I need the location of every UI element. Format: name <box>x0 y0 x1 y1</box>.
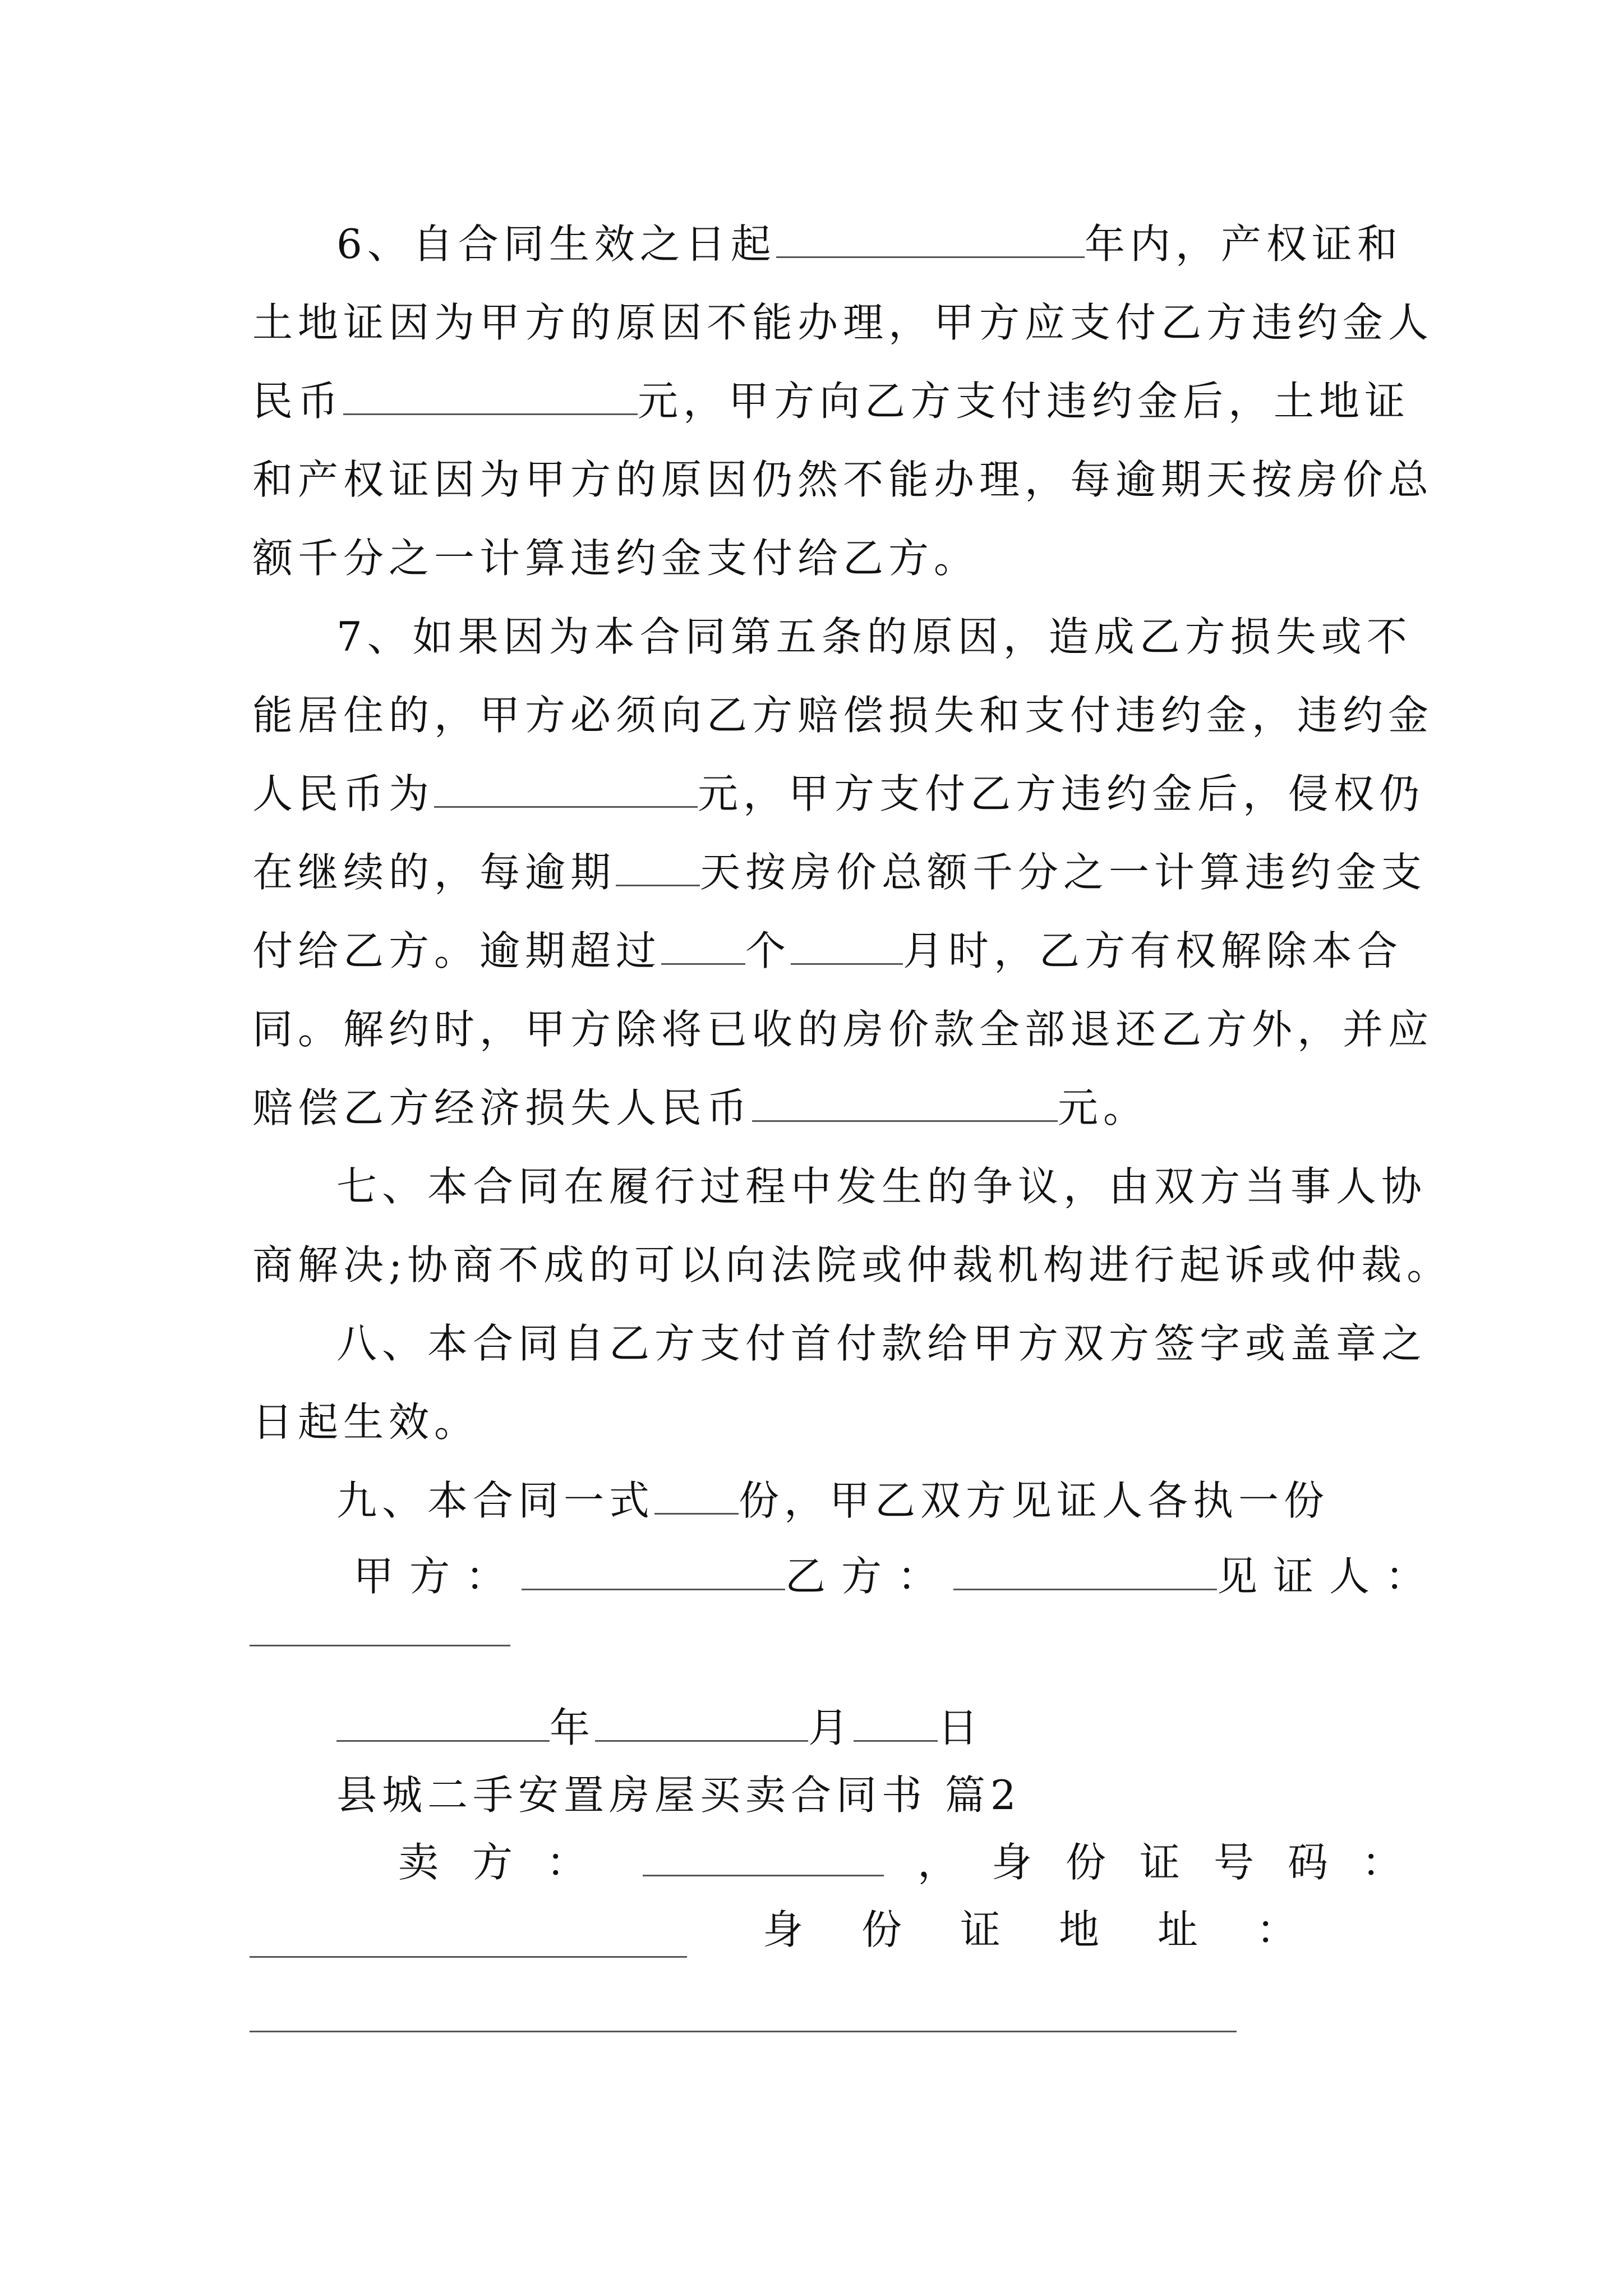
blank-copies <box>654 1473 739 1515</box>
party-b-label: 乙方： <box>785 1553 954 1600</box>
clause-6-line-4: 和产权证因为甲方的原因仍然不能办理，每逾期天按房价总 <box>252 456 1434 503</box>
article-9-line-1 <box>336 1473 1329 1529</box>
blank-loss-amount <box>752 1080 1058 1122</box>
date-month: 月 <box>808 1704 854 1751</box>
date-line <box>336 1700 983 1756</box>
blank-days <box>616 844 700 886</box>
clause-7-text: 元，甲方支付乙方违约金后，侵权仍 <box>698 770 1425 817</box>
clause-7-line-5 <box>252 923 1403 979</box>
witness-label: 见证人： <box>1217 1553 1442 1600</box>
clause-7-line-1: 7、如果因为本合同第五条的原因，造成乙方损失或不 <box>336 613 1412 660</box>
clause-6-line-3 <box>252 373 1410 429</box>
clause-7-text: 人民币为 <box>252 770 435 817</box>
clause-7-line-3 <box>252 766 1424 822</box>
clause-7-line-4 <box>252 844 1427 900</box>
article-7-line-2: 商解决;协商不成的可以向法院或仲裁机构进行起诉或仲裁。 <box>252 1241 1453 1289</box>
date-day: 日 <box>938 1704 984 1751</box>
article-9-text: 九、本合同一式 <box>336 1477 655 1524</box>
clause-6-text: 年内，产权证和 <box>1084 220 1403 268</box>
clause-7-text: 赔偿乙方经济损失人民币 <box>252 1084 753 1131</box>
blank-party-a <box>522 1548 785 1590</box>
clause-6-text: 民币 <box>252 378 344 425</box>
blank-years <box>776 216 1085 258</box>
article-8-line-1: 八、本合同自乙方支付首付款给甲方双方签字或盖章之 <box>336 1320 1427 1367</box>
blank-penalty-amount <box>343 373 638 415</box>
blank-penalty-amount <box>434 766 698 808</box>
clause-7-line-6: 同。解约时，甲方除将已收的房价款全部退还乙方外，并应 <box>252 1006 1434 1053</box>
blank-id-address <box>250 2031 1237 2032</box>
article-8-line-2: 日起生效。 <box>252 1398 480 1446</box>
seller-line <box>398 1834 1436 1890</box>
blank-party-b <box>953 1548 1217 1590</box>
article-7-line-1: 七、本合同在履行过程中发生的争议，由双方当事人协 <box>336 1163 1427 1210</box>
id-number-label: 身份证号码： <box>992 1839 1436 1886</box>
clause-7-text: 个 <box>745 927 791 974</box>
clause-7-text: 月时，乙方有权解除本合 <box>903 927 1403 974</box>
clause-6-line-5: 额千分之一计算违约金支付给乙方。 <box>252 535 980 582</box>
date-year: 年 <box>550 1704 596 1751</box>
section-2-title: 县城二手安置房屋买卖合同书 篇2 <box>336 1772 1021 1819</box>
blank-id-number <box>250 1956 687 1958</box>
clause-7-line-7 <box>252 1080 1149 1136</box>
blank-month <box>595 1700 808 1742</box>
party-a-label: 甲方： <box>353 1553 522 1600</box>
blank-witness <box>250 1645 510 1646</box>
clause-7-text: 天按房价总额千分之一计算违约金支 <box>700 849 1427 896</box>
clause-6-line-1 <box>336 216 1403 272</box>
seller-label: 卖方： <box>398 1839 621 1886</box>
blank-months <box>791 923 903 965</box>
id-address-label: 身份证地址： <box>763 1906 1355 1953</box>
seller-comma: ， <box>917 1839 992 1886</box>
blank-year <box>336 1700 550 1742</box>
signature-line <box>353 1548 1441 1604</box>
clause-7-line-2: 能居住的，甲方必须向乙方赔偿损失和支付违约金，违约金 <box>252 692 1434 739</box>
blank-day <box>854 1700 938 1742</box>
clause-6-text: 6、自合同生效之日起 <box>336 220 776 268</box>
clause-7-text: 元。 <box>1058 1084 1149 1131</box>
article-9-text: 份，甲乙双方见证人各执一份 <box>739 1477 1330 1524</box>
clause-7-text: 付给乙方。逾期超过 <box>252 927 662 974</box>
clause-6-line-2: 土地证因为甲方的原因不能办理，甲方应支付乙方违约金人 <box>252 299 1434 346</box>
blank-seller-name <box>643 1834 884 1876</box>
blank-count <box>661 923 745 965</box>
clause-7-text: 在继续的，每逾期 <box>252 849 616 896</box>
clause-6-text: 元，甲方向乙方支付违约金后，土地证 <box>638 378 1410 425</box>
